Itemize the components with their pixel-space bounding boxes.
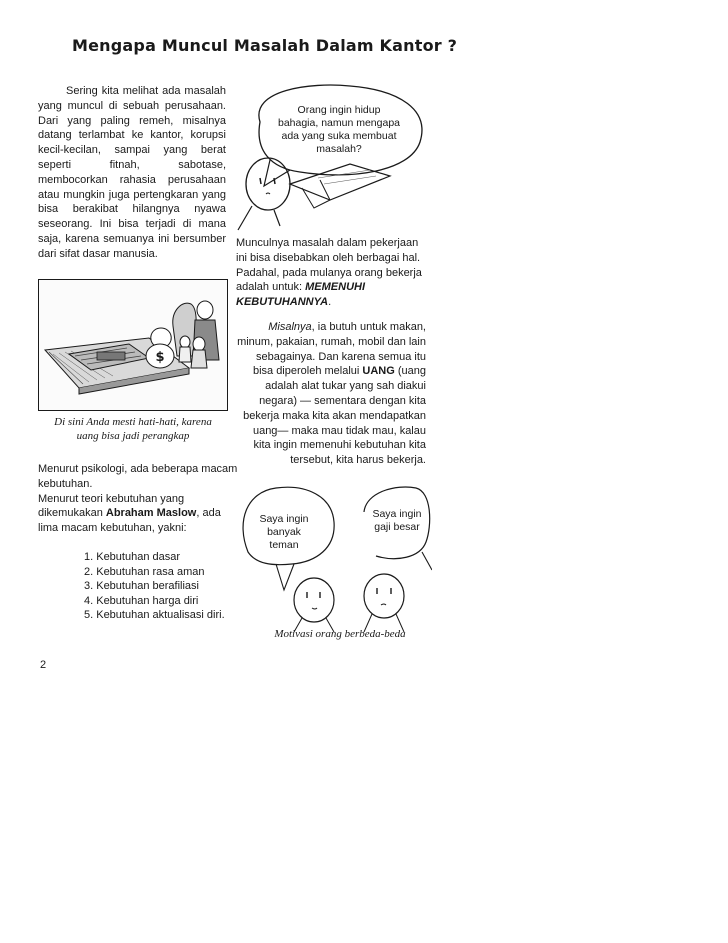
example-text-1: , ia butuh untuk makan, minum, pakaian, rumah, mobil dan lain sebagainya. Dan karena semua itu bisa diperoleh melalui bbox=[237, 321, 426, 378]
example-paragraph bbox=[236, 320, 426, 468]
trap-illustration bbox=[38, 279, 228, 411]
bubble-line: Saya ingin bbox=[372, 508, 422, 520]
bubble-line: teman bbox=[269, 539, 299, 551]
bubble-line: masalah? bbox=[316, 143, 362, 155]
motivation-caption: Motivasi orang berbeda-beda bbox=[274, 628, 406, 640]
page-number: 2 bbox=[40, 659, 47, 671]
money-trap-drawing bbox=[39, 280, 227, 410]
page-title: Mengapa Muncul Masalah Dalam Kantor ? bbox=[72, 36, 458, 55]
list-item: 4. Kebutuhan harga diri bbox=[84, 594, 199, 607]
needs-emphasis: MEMENUHI KEBUTUHANNYA bbox=[236, 281, 366, 309]
bubble-line: gaji besar bbox=[374, 521, 420, 533]
maslow-line-1: Menurut psikologi, ada beberapa macam kebutuhan. bbox=[38, 463, 238, 490]
example-lead: Misalnya bbox=[268, 321, 312, 333]
trap-caption bbox=[38, 415, 228, 443]
maslow-name: Abraham Maslow bbox=[105, 507, 197, 520]
list-item: 3. Kebutuhan berafiliasi bbox=[84, 580, 199, 593]
caption-line: Di sini Anda mesti hati-hati, karena bbox=[54, 416, 212, 428]
friends-bubble bbox=[246, 513, 322, 552]
list-item: 5. Kebutuhan aktualisasi diri. bbox=[84, 609, 225, 622]
bubble-line: bahagia, namun mengapa bbox=[277, 117, 400, 129]
maslow-text-a: Menurut teori kebutuhan yang dikemukakan bbox=[38, 492, 185, 520]
example-text-2: (uang adalah alat tukar yang sah diakui negara) — sementara dengan kita bekerja maka kita akan mendapatkan uang— maka mau tidak mau, kalau kita ingin memenuhi kebutuhan kita tersebut, kita harus bekerja. bbox=[243, 365, 426, 467]
question-bubble bbox=[266, 104, 412, 156]
bubble-line: Orang ingin hidup bbox=[297, 104, 381, 116]
intro-text: Sering kita melihat ada masalah yang muncul di sebuah perusahaan. Dari yang paling remeh, misalnya datang terlambat ke kantor, korupsi kecil-kecilan, sampai yang berat seperti fitnah, sabotase, membocorkan rahasia perusahaan atau mungkin juga pertengkaran yang bisa berakibat hilangnya nyawa seseorang. Ini bisa terjadi di mana saja, karena semuanya ini bersumber dari sifat dasar manusia. bbox=[38, 85, 226, 260]
list-item: 2. Kebutuhan rasa aman bbox=[84, 565, 205, 578]
intro-paragraph bbox=[38, 84, 226, 262]
two-people-illustration bbox=[236, 482, 432, 632]
emphasis-period: . bbox=[328, 296, 332, 309]
maslow-line-2 bbox=[38, 492, 238, 536]
money-emphasis: UANG bbox=[362, 365, 395, 378]
needs-list bbox=[84, 550, 225, 623]
dollar-sign: $ bbox=[155, 350, 165, 365]
bubble-line: Saya ingin bbox=[259, 513, 309, 525]
problem-cause-text: Munculnya masalah dalam pekerjaan ini bisa disebabkan oleh berbagai hal. Padahal, pada mulanya orang bekerja adalah untuk: bbox=[236, 237, 422, 294]
caption-line: uang bisa jadi perangkap bbox=[76, 430, 190, 442]
list-item: 1. Kebutuhan dasar bbox=[84, 551, 181, 563]
problem-cause-paragraph bbox=[236, 236, 426, 310]
bubble-line: ada yang suka membuat bbox=[281, 130, 397, 142]
salary-bubble bbox=[364, 508, 430, 534]
maslow-paragraph bbox=[38, 462, 238, 536]
bubble-line: banyak bbox=[267, 526, 301, 538]
maslow-text-b: , ada lima macam kebutuhan, yakni: bbox=[38, 507, 221, 535]
